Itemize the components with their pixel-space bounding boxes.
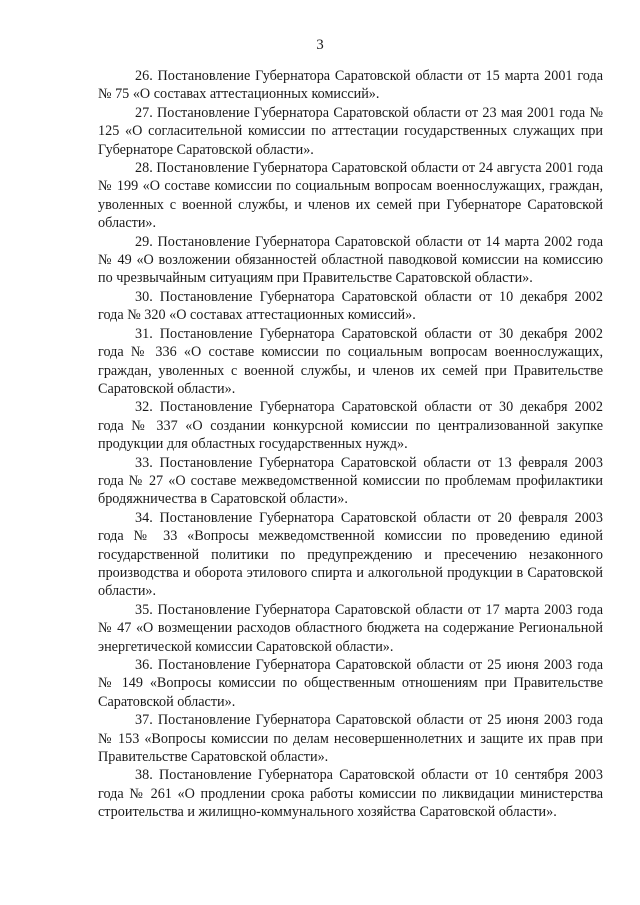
list-item-33: 33. Постановление Губернатора Саратовской области от 13 февраля 2003 года № 27 «О составе межведомственной комиссии по проблемам профилактики бродяжничества в Саратовской области». xyxy=(98,454,603,508)
list-item-35: 35. Постановление Губернатора Саратовской области от 17 марта 2003 года № 47 «О возмещении расходов областного бюджета на содержание Региональной энергетической комиссии Саратовской области». xyxy=(98,601,603,655)
list-item-30: 30. Постановление Губернатора Саратовской области от 10 декабря 2002 года № 320 «О составах аттестационных комиссий». xyxy=(98,288,603,324)
list-item-32: 32. Постановление Губернатора Саратовской области от 30 декабря 2002 года № 337 «О создании конкурсной комиссии по централизованной закупке продукции для областных государственных нужд». xyxy=(98,399,603,453)
list-item-36: 36. Постановление Губернатора Саратовской области от 25 июня 2003 года № 149 «Вопросы комиссии по общественным отношениям при Правительстве Саратовской области». xyxy=(98,657,603,710)
page-number: 3 xyxy=(316,37,324,53)
list-item-29: 29. Постановление Губернатора Саратовской области от 14 марта 2002 года № 49 «О возложении обязанностей областной паводковой комиссии на комиссию по чрезвычайным ситуациям при Правительстве Саратовской области». xyxy=(98,233,603,287)
decree-list xyxy=(98,67,603,822)
list-item-28: 28. Постановление Губернатора Саратовской области от 24 августа 2001 года № 199 «О составе комиссии по социальным вопросам военнослужащих, граждан, уволенных с военной службы, и членов их семей при Губернаторе Саратовской области». xyxy=(98,160,603,232)
list-item-34: 34. Постановление Губернатора Саратовской области от 20 февраля 2003 года № 33 «Вопросы межведомственной комиссии по проведению единой государственной политики по предупреждению и пресечению незаконного производства и оборота этилового спирта и алкогольной продукции в Саратовской области». xyxy=(98,509,603,600)
list-item-27: 27. Постановление Губернатора Саратовской области от 23 мая 2001 года № 125 «О согласительной комиссии по аттестации государственных служащих при Губернаторе Саратовской области». xyxy=(98,104,603,158)
list-item-26: 26. Постановление Губернатора Саратовской области от 15 марта 2001 года № 75 «О составах аттестационных комиссий». xyxy=(98,68,603,103)
list-item-37: 37. Постановление Губернатора Саратовской области от 25 июня 2003 года № 153 «Вопросы комиссии по делам несовершеннолетних и защите их прав при Правительстве Саратовской области». xyxy=(98,712,603,766)
list-item-31: 31. Постановление Губернатора Саратовской области от 30 декабря 2002 года № 336 «О составе комиссии по социальным вопросам военнослужащих, граждан, уволенных с военной службы, и членов их семей при Правительстве Саратовской области». xyxy=(98,325,603,397)
list-item-38: 38. Постановление Губернатора Саратовской области от 10 сентября 2003 года № 261 «О продлении срока работы комиссии по ликвидации министерства строительства и жилищно-коммунального хозяйства Саратовской области». xyxy=(98,767,603,821)
